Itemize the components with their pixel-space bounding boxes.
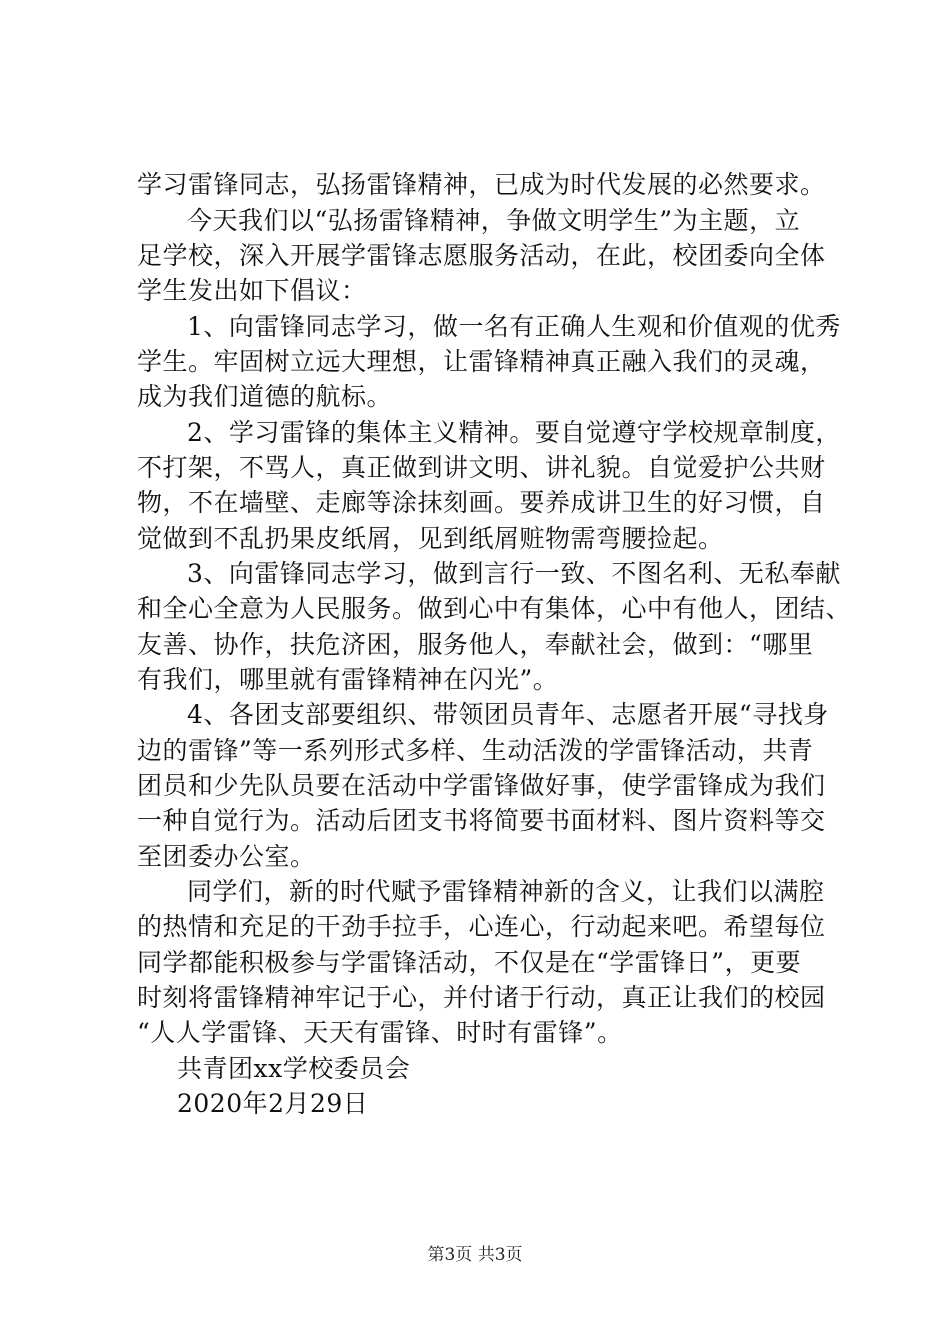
text-line: 团员和少先队员要在活动中学雷锋做好事，使学雷锋成为我们 — [137, 771, 826, 800]
text-line: 1、向雷锋同志学习，做一名有正确人生观和价值观的优秀 — [187, 312, 841, 341]
text-line: 学生发出如下倡议： — [137, 276, 367, 305]
signature-org: 共青团xx学校委员会 — [177, 1054, 411, 1083]
text-line: 足学校，深入开展学雷锋志愿服务活动，在此，校团委向全体 — [137, 241, 826, 270]
text-line: 边的雷锋”等一系列形式多样、生动活泼的学雷锋活动，共青 — [137, 736, 814, 765]
text-line: 友善、协作，扶危济困，服务他人，奉献社会，做到：“哪里 — [137, 630, 814, 659]
text-line: 3、向雷锋同志学习，做到言行一致、不图名利、无私奉献 — [187, 559, 841, 588]
text-line: 同学们，新的时代赋予雷锋精神新的含义，让我们以满腔 — [187, 877, 825, 906]
page-number: 第3页 共3页 — [427, 1245, 523, 1265]
text-line: 有我们，哪里就有雷锋精神在闪光”。 — [137, 665, 559, 694]
text-line: 学生。牢固树立远大理想，让雷锋精神真正融入我们的灵魂， — [137, 347, 826, 376]
text-line: 不打架，不骂人，真正做到讲文明、讲礼貌。自觉爱护公共财 — [137, 453, 826, 482]
page-footer — [0, 1244, 950, 1266]
text-line: 物，不在墙壁、走廊等涂抹刻画。要养成讲卫生的好习惯，自 — [137, 488, 826, 517]
signature-date: 2020年2月29日 — [177, 1089, 369, 1118]
text-line: 的热情和充足的干劲手拉手，心连心，行动起来吧。希望每位 — [137, 912, 826, 941]
text-line: 至团委办公室。 — [137, 842, 316, 871]
text-line: 今天我们以“弘扬雷锋精神，争做文明学生”为主题，立 — [187, 206, 801, 235]
text-line: “人人学雷锋、天天有雷锋、时时有雷锋”。 — [137, 1018, 623, 1047]
text-line: 时刻将雷锋精神牢记于心，并付诸于行动，真正让我们的校园 — [137, 983, 826, 1012]
text-line: 学习雷锋同志，弘扬雷锋精神，已成为时代发展的必然要求。 — [137, 170, 826, 199]
text-line: 2、学习雷锋的集体主义精神。要自觉遵守学校规章制度， — [187, 418, 841, 447]
text-line: 和全心全意为人民服务。做到心中有集体，心中有他人，团结、 — [137, 594, 852, 623]
text-line: 一种自觉行为。活动后团支书将简要书面材料、图片资料等交 — [137, 806, 826, 835]
text-line: 同学都能积极参与学雷锋活动，不仅是在“学雷锋日”，更要 — [137, 948, 802, 977]
text-line: 成为我们道德的航标。 — [137, 382, 393, 411]
text-line: 4、各团支部要组织、带领团员青年、志愿者开展“寻找身 — [187, 700, 829, 729]
text-line: 觉做到不乱扔果皮纸屑，见到纸屑赃物需弯腰捡起。 — [137, 524, 724, 553]
